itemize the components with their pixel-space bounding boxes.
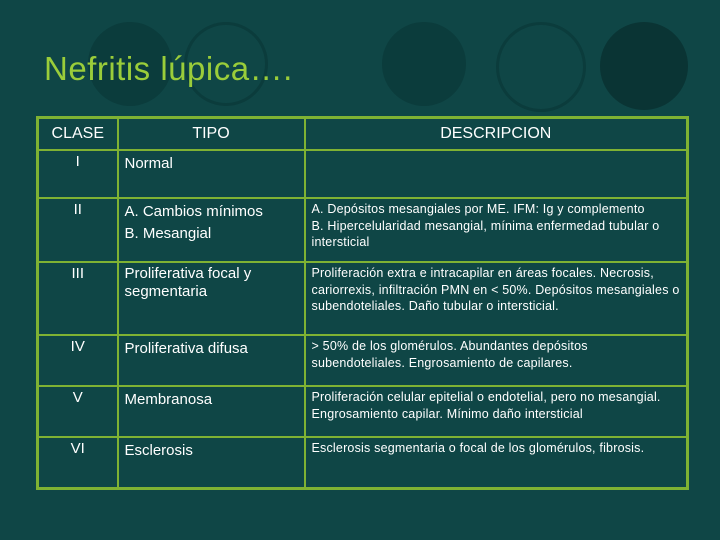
table-row	[38, 198, 688, 262]
cell-descripcion: > 50% de los glomérulos. Abundantes depósitos subendoteliales. Engrosamiento de capilares.	[305, 335, 688, 386]
cell-clase: IV	[38, 335, 118, 386]
table-row	[38, 262, 688, 335]
cell-clase: III	[38, 262, 118, 335]
lupus-nephritis-table	[36, 116, 689, 490]
cell-tipo: Membranosa	[118, 386, 305, 437]
cell-tipo: Esclerosis	[118, 437, 305, 489]
table-header-row	[38, 118, 688, 151]
table-row	[38, 150, 688, 198]
cell-clase: I	[38, 150, 118, 198]
cell-clase: VI	[38, 437, 118, 489]
cell-clase: V	[38, 386, 118, 437]
cell-tipo	[118, 150, 305, 198]
header-tipo: TIPO	[118, 118, 305, 151]
header-clase: CLASE	[38, 118, 118, 151]
cell-tipo-text: Normal	[124, 155, 173, 172]
cell-tipo: Proliferativa difusa	[118, 335, 305, 386]
decor-circle-5	[600, 22, 688, 110]
table-row	[38, 335, 688, 386]
table-row	[38, 437, 688, 489]
cell-clase: II	[38, 198, 118, 262]
cell-descripcion: Esclerosis segmentaria o focal de los glomérulos, fibrosis.	[305, 437, 688, 489]
decor-circle-4	[496, 22, 586, 112]
header-descripcion: DESCRIPCION	[305, 118, 688, 151]
cell-tipo: Proliferativa focal y segmentaria	[118, 262, 305, 335]
cell-descripcion: Proliferación extra e intracapilar en áreas focales. Necrosis, cariorrexis, infiltración PMN en < 50%. Depósitos mesangiales o subendoteliales. Daño tubular o intersticial.	[305, 262, 688, 335]
cell-descripcion: Proliferación celular epitelial o endotelial, pero no mesangial. Engrosamiento capilar. Mínimo daño intersticial	[305, 386, 688, 437]
cell-descripcion	[305, 150, 688, 198]
cell-tipo: A. Cambios mínimos B. Mesangial	[118, 198, 305, 262]
decor-circle-3	[382, 22, 466, 106]
cell-descripcion: A. Depósitos mesangiales por ME. IFM: Ig y complemento B. Hipercelularidad mesangial, mínima enfermedad tubular o intersticial	[305, 198, 688, 262]
table-row	[38, 386, 688, 437]
slide-title: Nefritis lúpica….	[44, 50, 293, 87]
